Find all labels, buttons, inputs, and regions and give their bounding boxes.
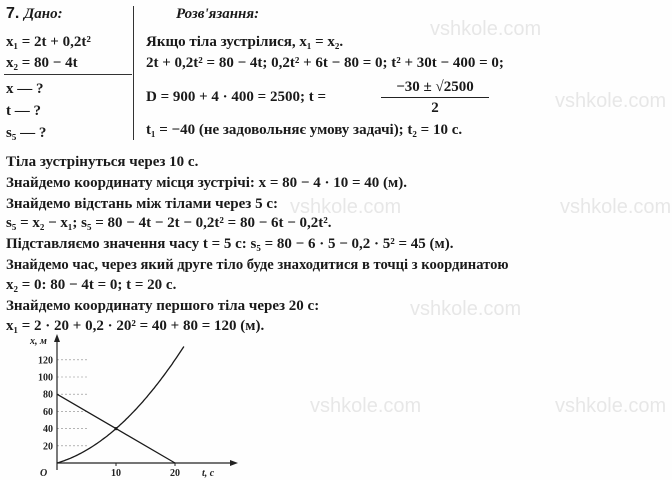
y-axis-label: x, м [30,336,47,347]
given-label: Дано: [24,6,63,22]
x-t-graph [0,330,240,480]
y-tick-label: 100 [38,372,53,384]
find-t: t — ? [6,103,41,119]
given-solution-divider [133,6,134,140]
body-line-2: Знайдемо координату місця зустрічі: x = 80 − 4 · 10 = 40 (м). [6,175,407,191]
graph-lines [57,347,184,464]
solution-line-2: 2t + 0,2t² = 80 − 4t; 0,2t² + 6t − 80 = 0; t² + 30t − 400 = 0; [146,55,504,71]
y-tick-label: 80 [43,389,53,401]
body-line-4: s₅ = x₂ − x₁; s₅ = 80 − 4t − 2t − 0,2t² = 80 − 6t − 0,2t². [6,215,332,231]
watermark: vshkole.com [555,90,667,112]
solution-line-3: D = 900 + 4 · 400 = 2500; t = [146,89,327,105]
given-divider [4,74,132,75]
body-line-6: Знайдемо час, через який друге тіло буде знаходитися в точці з координатою [6,257,509,273]
root-fraction [381,78,489,117]
task-number: 7. [6,5,20,22]
y-tick-label: 20 [43,441,53,453]
body-line-7: x₂ = 0: 80 − 4t = 0; t = 20 с. [6,277,177,293]
solution-line-4: t₁ = −40 (не задовольняє умову задачі); t₂ = 10 с. [146,122,463,138]
fraction-numerator: −30 ± √2500 [396,79,474,95]
watermark: vshkole.com [430,18,542,40]
given-equation-2: x₂ = 80 − 4t [6,55,78,71]
watermark: vshkole.com [555,395,667,417]
body-line-1: Тіла зустрінуться через 10 с. [6,154,199,170]
fraction-denominator: 2 [431,100,439,116]
x-tick-label: 10 [111,468,121,479]
solution-line-1: Якщо тіла зустрілися, x₁ = x₂. [146,34,344,50]
watermark: vshkole.com [310,395,422,417]
given-equation-1: x₁ = 2t + 0,2t² [6,34,91,50]
y-tick-label: 40 [43,424,53,436]
fraction-bar [381,97,489,98]
graph-ticks [38,355,180,479]
body-line-9: x₁ = 2 · 20 + 0,2 · 20² = 40 + 80 = 120 (м). [6,318,265,334]
watermark: vshkole.com [290,196,402,218]
solution-label: Розв'язання: [176,6,260,22]
y-tick-label: 60 [43,406,53,418]
intersection-point [114,427,117,430]
x-tick-label: 20 [170,468,180,479]
origin-label: O [40,468,48,479]
body-line-8: Знайдемо координату першого тіла через 20 с: [6,298,320,314]
body-line-3: Знайдемо відстань між тілами через 5 с: [6,196,278,212]
watermark: vshkole.com [560,196,672,218]
find-x: x — ? [6,81,44,97]
find-s5: s₅ — ? [6,125,47,141]
x-axis-label: t, с [202,468,215,479]
body-line-5: Підставляємо значення часу t = 5 с: s₅ = 80 − 6 · 5 − 0,2 · 5² = 45 (м). [6,236,454,252]
x-axis-arrow [230,460,238,466]
y-axis-arrow [54,334,60,342]
y-tick-label: 120 [38,355,53,367]
watermark: vshkole.com [410,298,522,320]
